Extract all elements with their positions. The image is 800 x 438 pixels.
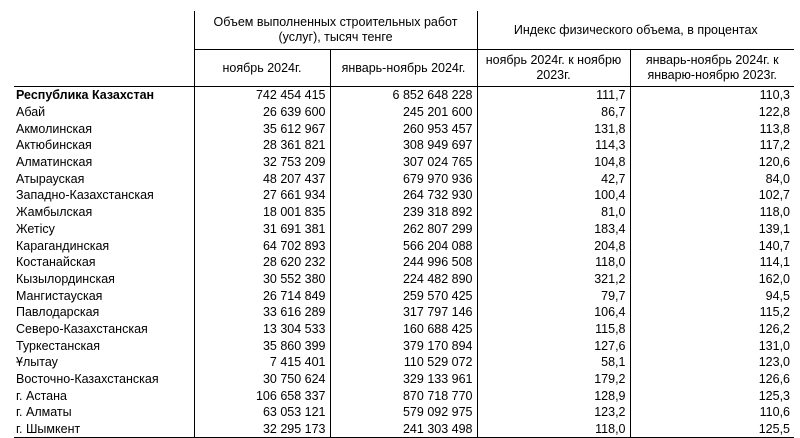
table-header (14, 11, 794, 87)
region-cell: Жетісу (16, 221, 55, 236)
volume-jan-nov-cell: 317 797 146 (330, 304, 477, 321)
volume-jan-nov-cell: 262 807 299 (330, 221, 477, 238)
index-jan-nov-cell: 123,0 (630, 354, 794, 371)
volume-nov-cell: 32 753 209 (194, 154, 330, 171)
region-cell: г. Шымкент (14, 421, 194, 438)
volume-jan-nov-cell: 241 303 498 (330, 421, 477, 438)
volume-nov-cell: 18 001 835 (194, 204, 330, 221)
region-cell: Атырауская (16, 171, 85, 186)
index-nov-cell: 81,0 (477, 204, 630, 221)
volume-jan-nov-cell: 160 688 425 (330, 321, 477, 338)
volume-jan-nov-cell: 379 170 894 (330, 337, 477, 354)
index-jan-nov-cell: 139,1 (630, 221, 794, 238)
volume-nov-cell: 33 616 289 (194, 304, 330, 321)
index-nov-cell: 179,2 (477, 371, 630, 388)
index-jan-nov-cell: 140,7 (630, 237, 794, 254)
volume-jan-nov-cell: 329 133 961 (330, 371, 477, 388)
volume-nov-cell: 106 658 337 (194, 387, 330, 404)
table-row (14, 354, 794, 371)
region-header-cell (14, 11, 194, 87)
volume-nov-cell: 28 620 232 (194, 254, 330, 271)
region-cell: Республика Казахстан (16, 88, 155, 103)
col-header-volume-jan-nov: январь-ноябрь 2024г. (330, 50, 477, 87)
volume-jan-nov-cell: 239 318 892 (330, 204, 477, 221)
table-row (14, 321, 794, 338)
table-row (14, 137, 794, 154)
index-nov-cell: 321,2 (477, 271, 630, 288)
volume-nov-cell: 31 691 381 (194, 221, 330, 238)
volume-jan-nov-cell: 307 024 765 (330, 154, 477, 171)
index-jan-nov-cell: 125,3 (630, 387, 794, 404)
volume-jan-nov-cell: 566 204 088 (330, 237, 477, 254)
index-nov-cell: 86,7 (477, 104, 630, 121)
total-row (14, 87, 794, 104)
index-nov-cell: 118,0 (477, 421, 630, 438)
region-cell: Западно-Казахстанская (16, 188, 154, 203)
region-cell: Костанайская (16, 255, 96, 270)
index-jan-nov-cell: 162,0 (630, 271, 794, 288)
table-row (14, 120, 794, 137)
index-nov-cell: 128,9 (477, 387, 630, 404)
index-nov-cell: 131,8 (477, 120, 630, 137)
volume-jan-nov-cell: 6 852 648 228 (330, 87, 477, 104)
table-row (14, 304, 794, 321)
region-cell: Ұлытау (16, 355, 58, 370)
index-nov-cell: 100,4 (477, 187, 630, 204)
table-row (14, 271, 794, 288)
col-header-index-jan-nov: январь-ноябрь 2024г. к январю-ноябрю 2023г. (630, 50, 794, 87)
volume-nov-cell: 27 661 934 (194, 187, 330, 204)
table-row (14, 287, 794, 304)
volume-jan-nov-cell: 870 718 770 (330, 387, 477, 404)
region-cell: г. Астана (16, 388, 67, 403)
volume-nov-cell: 35 860 399 (194, 337, 330, 354)
index-jan-nov-cell: 94,5 (630, 287, 794, 304)
region-cell: Кызылординская (16, 271, 115, 286)
index-jan-nov-cell: 122,8 (630, 104, 794, 121)
index-nov-cell: 118,0 (477, 254, 630, 271)
volume-nov-cell: 64 702 893 (194, 237, 330, 254)
volume-nov-cell: 13 304 533 (194, 321, 330, 338)
table-row (14, 337, 794, 354)
table-row (14, 387, 794, 404)
table-row (14, 204, 794, 221)
col-header-volume-nov: ноябрь 2024г. (194, 50, 330, 87)
index-nov-cell: 127,6 (477, 337, 630, 354)
table-row (14, 221, 794, 238)
table-body (14, 87, 794, 438)
volume-nov-cell: 63 053 121 (194, 404, 330, 421)
index-jan-nov-cell: 113,8 (630, 120, 794, 137)
index-nov-cell: 204,8 (477, 237, 630, 254)
index-nov-cell: 58,1 (477, 354, 630, 371)
volume-nov-cell: 30 552 380 (194, 271, 330, 288)
volume-jan-nov-cell: 244 996 508 (330, 254, 477, 271)
index-nov-cell: 104,8 (477, 154, 630, 171)
volume-jan-nov-cell: 259 570 425 (330, 287, 477, 304)
table-row (14, 237, 794, 254)
region-cell: Алматинская (16, 155, 93, 170)
volume-nov-cell: 48 207 437 (194, 170, 330, 187)
index-jan-nov-cell: 126,2 (630, 321, 794, 338)
volume-jan-nov-cell: 579 092 975 (330, 404, 477, 421)
region-cell: Актюбинская (16, 138, 92, 153)
index-jan-nov-cell: 110,3 (630, 87, 794, 104)
region-cell: Абай (16, 105, 46, 120)
index-jan-nov-cell: 125,5 (630, 421, 794, 438)
volume-nov-cell: 26 639 600 (194, 104, 330, 121)
table-row (14, 154, 794, 171)
col-header-index-nov: ноябрь 2024г. к ноябрю 2023г. (477, 50, 630, 87)
index-jan-nov-cell: 126,6 (630, 371, 794, 388)
region-cell: Карагандинская (16, 238, 110, 253)
volume-nov-cell: 30 750 624 (194, 371, 330, 388)
region-cell: Мангистауская (16, 288, 103, 303)
index-nov-cell: 183,4 (477, 221, 630, 238)
index-nov-cell: 79,7 (477, 287, 630, 304)
construction-stats-table (14, 11, 794, 438)
table-row (14, 170, 794, 187)
volume-jan-nov-cell: 260 953 457 (330, 120, 477, 137)
volume-nov-cell: 35 612 967 (194, 120, 330, 137)
table-row (14, 104, 794, 121)
volume-group-header: Объем выполненных строительных работ (услуг), тысяч тенге (194, 11, 477, 50)
index-jan-nov-cell: 118,0 (630, 204, 794, 221)
region-cell: Жамбылская (16, 205, 93, 220)
volume-jan-nov-cell: 308 949 697 (330, 137, 477, 154)
index-jan-nov-cell: 120,6 (630, 154, 794, 171)
index-jan-nov-cell: 114,1 (630, 254, 794, 271)
volume-jan-nov-cell: 110 529 072 (330, 354, 477, 371)
index-jan-nov-cell: 110,6 (630, 404, 794, 421)
index-group-header: Индекс физического объема, в процентах (477, 11, 794, 50)
volume-nov-cell: 26 714 849 (194, 287, 330, 304)
table-row (14, 371, 794, 388)
index-nov-cell: 42,7 (477, 170, 630, 187)
volume-jan-nov-cell: 224 482 890 (330, 271, 477, 288)
index-nov-cell: 123,2 (477, 404, 630, 421)
table-row (14, 421, 794, 438)
region-cell: Павлодарская (16, 305, 100, 320)
volume-jan-nov-cell: 679 970 936 (330, 170, 477, 187)
index-nov-cell: 106,4 (477, 304, 630, 321)
index-jan-nov-cell: 84,0 (630, 170, 794, 187)
volume-nov-cell: 28 361 821 (194, 137, 330, 154)
volume-nov-cell: 742 454 415 (194, 87, 330, 104)
region-cell: г. Алматы (16, 405, 72, 420)
volume-jan-nov-cell: 264 732 930 (330, 187, 477, 204)
volume-nov-cell: 32 295 173 (194, 421, 330, 438)
index-nov-cell: 114,3 (477, 137, 630, 154)
table-row (14, 187, 794, 204)
region-cell: Северо-Казахстанская (16, 321, 148, 336)
volume-jan-nov-cell: 245 201 600 (330, 104, 477, 121)
region-cell: Акмолинская (16, 121, 92, 136)
volume-nov-cell: 7 415 401 (194, 354, 330, 371)
index-jan-nov-cell: 117,2 (630, 137, 794, 154)
index-nov-cell: 111,7 (477, 87, 630, 104)
table-row (14, 254, 794, 271)
index-jan-nov-cell: 115,2 (630, 304, 794, 321)
region-cell: Восточно-Казахстанская (16, 372, 159, 387)
index-jan-nov-cell: 102,7 (630, 187, 794, 204)
table-row (14, 404, 794, 421)
index-jan-nov-cell: 131,0 (630, 337, 794, 354)
index-nov-cell: 115,8 (477, 321, 630, 338)
region-cell: Туркестанская (16, 338, 100, 353)
